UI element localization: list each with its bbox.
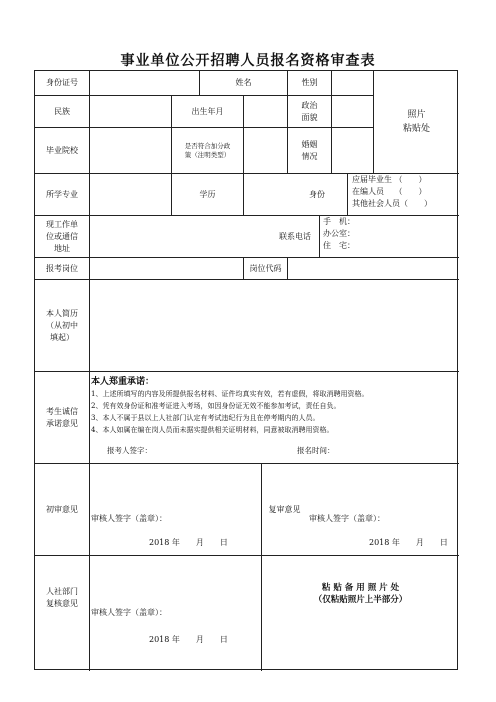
pledge-label: 考生诚信 承诺意见 xyxy=(35,371,89,463)
identity-options[interactable] xyxy=(347,173,459,215)
degree-label: 学历 xyxy=(171,173,243,215)
degree-field[interactable] xyxy=(243,173,287,215)
spare-photo-title: 粘 贴 备 用 照 片 处 xyxy=(321,583,400,593)
photo-box[interactable]: 照片 粘贴处 xyxy=(373,71,459,173)
id-card-label: 身份证号 xyxy=(46,78,78,87)
name-label: 姓名 xyxy=(199,71,287,95)
position-code-label: 岗位代码 xyxy=(243,257,287,279)
form-title: 事业单位公开招聘人员报名资格审查表 xyxy=(120,53,376,69)
first-review-label: 初审意见 xyxy=(35,463,89,555)
school-field[interactable] xyxy=(89,127,171,173)
pledge-item-1: 1、上述所填写的内容及所提供报名材料、证件均真实有效，若有虚假，将取消聘用资格。 xyxy=(91,390,369,398)
second-review-date: 2018 年 月 日 xyxy=(369,538,448,547)
school-label: 毕业院校 xyxy=(35,127,89,173)
position-field[interactable] xyxy=(89,257,243,279)
identity-label: 身份 xyxy=(287,173,347,215)
bonus-policy-label: 是否符合加分政 策（注明类型） xyxy=(171,127,243,173)
office-phone-field[interactable]: 办公室： xyxy=(323,229,355,238)
marital-field[interactable] xyxy=(331,127,373,173)
mobile-phone-field[interactable]: 手 机： xyxy=(323,217,355,226)
applicant-signature[interactable]: 报考人签字： xyxy=(107,446,152,455)
political-label: 政治 面貌 xyxy=(287,95,331,127)
gender-label: 性别 xyxy=(287,71,331,95)
pledge-item-4: 4、本人如属在编在岗人员而未据实提供相关证明材料，同意被取消聘用资格。 xyxy=(91,426,334,434)
pledge-item-3: 3、本人不属于县以上人社部门认定有考试违纪行为且在停考期内的人员。 xyxy=(91,414,320,422)
position-label: 报考岗位 xyxy=(35,257,89,279)
hr-review-date: 2018 年 月 日 xyxy=(149,635,228,644)
phone-label: 联系电话 xyxy=(271,215,319,257)
qualification-form xyxy=(34,70,458,670)
first-review-date: 2018 年 月 日 xyxy=(149,538,228,547)
phone-fields[interactable] xyxy=(319,215,459,257)
birth-field[interactable] xyxy=(243,95,287,127)
second-review-signature: 审核人签字（盖章）： xyxy=(309,514,385,523)
id-card-field[interactable] xyxy=(89,71,199,95)
pledge-heading: 本人郑重承诺： xyxy=(91,377,155,387)
ethnicity-label: 民族 xyxy=(35,95,89,127)
resume-label: 本人简历 （从初中 填起） xyxy=(35,279,89,371)
marital-label: 婚姻 情况 xyxy=(287,127,331,173)
gender-field[interactable] xyxy=(331,71,373,95)
address-field[interactable] xyxy=(89,215,271,257)
address-label: 现工作单 位或通信 地址 xyxy=(35,215,89,257)
identity-option-other[interactable]: 其他社会人员（ ） xyxy=(352,199,432,208)
hr-review-signature: 审核人签字（盖章）： xyxy=(91,608,167,617)
bonus-policy-field[interactable] xyxy=(243,127,287,173)
second-review-label: 复审意见 xyxy=(261,463,307,555)
home-phone-field[interactable]: 住 宅： xyxy=(323,241,355,250)
major-field[interactable] xyxy=(89,173,171,215)
political-field[interactable] xyxy=(331,95,373,127)
first-review-signature: 审核人签字（盖章）： xyxy=(91,514,167,523)
hr-review-label: 人社部门 复核意见 xyxy=(35,555,89,671)
spare-photo-box[interactable] xyxy=(261,555,459,671)
ethnicity-field[interactable] xyxy=(89,95,171,127)
application-date[interactable]: 报名时间： xyxy=(297,446,335,455)
pledge-item-2: 2、凭有效身份证和准考证进入考场，如因身份证无效不能参加考试，责任自负。 xyxy=(91,402,341,410)
major-label: 所学专业 xyxy=(35,173,89,215)
birth-label: 出生年月 xyxy=(171,95,243,127)
spare-photo-note: （仅粘贴照片上半部分） xyxy=(313,595,408,605)
position-code-field[interactable] xyxy=(287,257,459,279)
identity-option-staff[interactable]: 在编人员 （ ） xyxy=(352,187,427,196)
identity-option-graduate[interactable]: 应届毕业生 （ ） xyxy=(352,175,427,184)
resume-field[interactable] xyxy=(89,279,459,371)
